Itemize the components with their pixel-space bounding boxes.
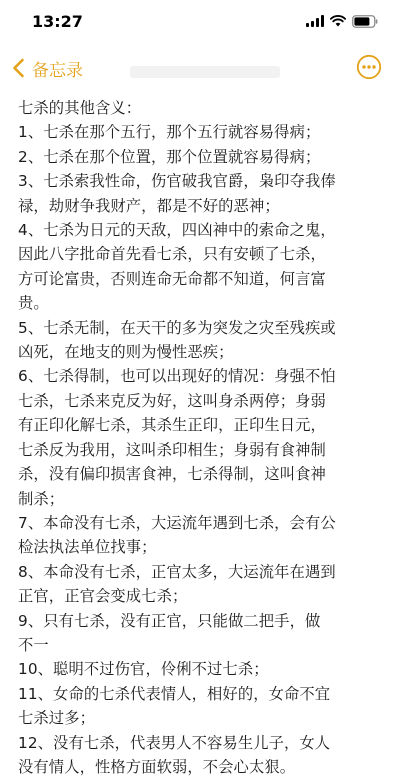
- note-line: 1、七杀在那个五行，那个五行就容易得病；: [18, 123, 321, 142]
- note-line: 5、七杀无制，在天干的多为突发之灾至残疾或: [18, 318, 336, 337]
- signal-icon: [306, 15, 324, 27]
- note-line: 禄，劫财争我财产，都是不好的恶神；: [18, 196, 280, 215]
- note-line: 12、没有七杀，代表男人不容易生儿子，女人: [18, 733, 331, 752]
- note-line: 贵。: [18, 294, 49, 313]
- note-line: 检法执法单位找事；: [18, 538, 157, 557]
- note-line: 7、本命没有七杀，大运流年遇到七杀，会有公: [18, 513, 336, 532]
- note-line: 凶死，在地支的则为慢性恶疾；: [18, 343, 234, 362]
- note-line: 七杀过多；: [18, 709, 95, 728]
- more-button[interactable]: [356, 54, 382, 80]
- note-line: 正官，正官会变成七杀；: [18, 587, 188, 606]
- back-label: 备忘录: [32, 60, 83, 81]
- wifi-icon: [330, 15, 346, 27]
- note-line: 6、七杀得制，也可以出现好的情况：身强不怕: [18, 367, 336, 386]
- note-line: 七杀，七杀来克反为好，这叫身杀两停；身弱: [18, 391, 326, 410]
- note-line: 2、七杀在那个位置，那个位置就容易得病；: [18, 147, 321, 166]
- note-line: 制杀；: [18, 489, 65, 508]
- status-time: 13:27: [32, 12, 83, 31]
- note-line: 10、聪明不过伤官，伶俐不过七杀；: [18, 660, 269, 679]
- back-button[interactable]: [10, 54, 83, 82]
- note-line: 没有情人，性格方面软弱，不会心太狠。: [18, 757, 296, 776]
- note-body[interactable]: [18, 96, 390, 779]
- note-line: 因此八字批命首先看七杀，只有安顿了七杀，: [18, 245, 326, 264]
- note-line: 七杀反为我用，这叫杀印相生；身弱有食神制: [18, 440, 326, 459]
- note-line: 4、七杀为日元的天敌，四凶神中的索命之鬼，: [18, 221, 336, 240]
- chevron-left-icon: [10, 54, 30, 82]
- note-line: 七杀的其他含义：: [18, 99, 142, 117]
- note-line: 方可论富贵，否则连命无命都不知道，何言富: [18, 269, 326, 288]
- nav-bar: [0, 48, 400, 88]
- status-icons: [306, 14, 378, 28]
- note-line: 不一: [18, 635, 49, 654]
- note-line: 有正印化解七杀，其杀生正印，正印生日元，: [18, 416, 326, 435]
- status-bar: [0, 0, 400, 40]
- note-line: 杀，没有偏印损害食神，七杀得制，这叫食神: [18, 465, 326, 484]
- nav-title-placeholder: [130, 66, 280, 78]
- more-circle-icon: [356, 54, 382, 80]
- battery-icon: [352, 15, 378, 28]
- note-line: 3、七杀索我性命，伤官破我官爵，枭印夺我俸: [18, 172, 336, 191]
- note-line: 11、女命的七杀代表情人，相好的，女命不宜: [18, 684, 331, 703]
- note-line: 9、只有七杀，没有正官，只能做二把手，做: [18, 611, 321, 630]
- note-line: 8、本命没有七杀，正官太多，大运流年在遇到: [18, 562, 336, 581]
